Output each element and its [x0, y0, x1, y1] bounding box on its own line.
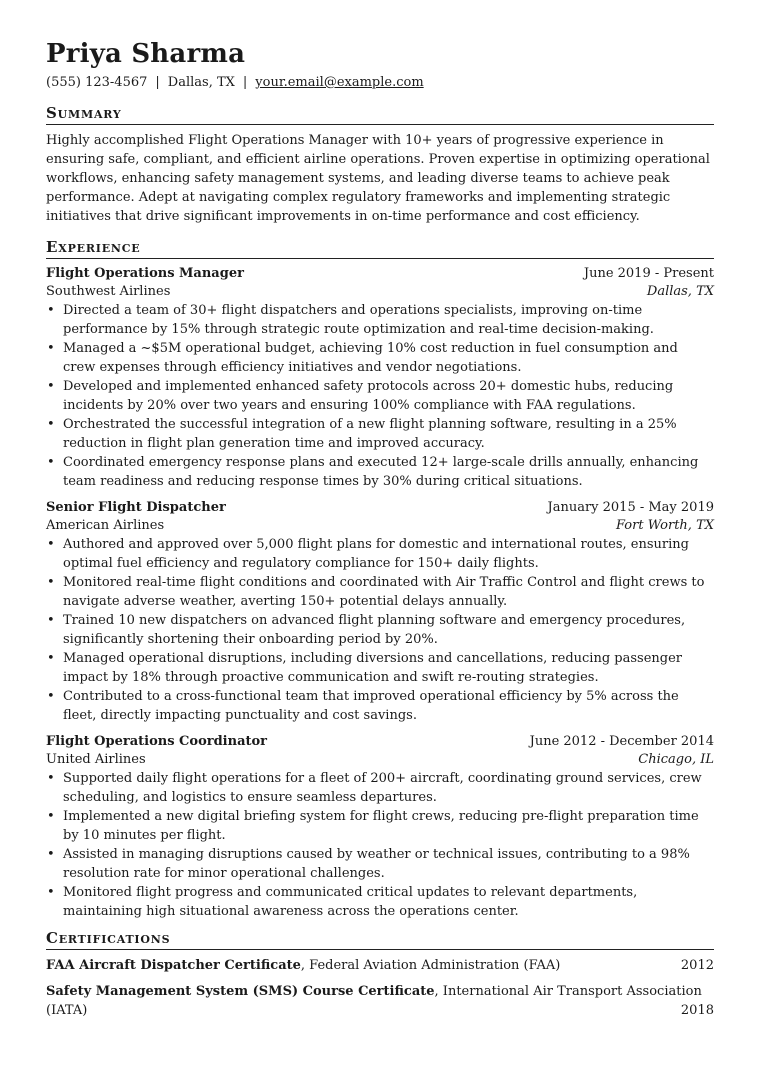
bullet-text: Implemented a new digital briefing system for flight crews, reducing pre-flight preparation time by 10 minutes per flight.: [63, 809, 699, 843]
certification-text: [46, 956, 560, 975]
bullet-text: Coordinated emergency response plans and executed 12+ large-scale drills annually, enhancing team readiness and reducing response times by 30% during critical situations.: [63, 455, 699, 489]
certification-name: FAA Aircraft Dispatcher Certificate: [46, 958, 301, 973]
certification-issuer-continued: (IATA): [46, 1003, 88, 1018]
job-header-row: [46, 265, 714, 283]
job-bullet: [47, 535, 714, 573]
bullet-icon: •: [47, 809, 55, 824]
bullet-icon: •: [47, 537, 55, 552]
job-title: Senior Flight Dispatcher: [46, 500, 226, 515]
job-title: Flight Operations Manager: [46, 266, 244, 281]
bullet-icon: •: [47, 885, 55, 900]
job-company-row: [46, 283, 714, 301]
job-company-row: [46, 751, 714, 769]
job-dates: June 2012 - December 2014: [529, 734, 714, 749]
job-bullet: [47, 649, 714, 687]
job-bullet: [47, 339, 714, 377]
job-header-row: [46, 499, 714, 517]
bullet-icon: •: [47, 575, 55, 590]
contact-line: [46, 74, 714, 92]
job-bullet-list: [46, 301, 714, 491]
certification-line: [46, 1001, 714, 1020]
bullet-icon: •: [47, 771, 55, 786]
bullet-text: Developed and implemented enhanced safety protocols across 20+ domestic hubs, reducing incidents by 20% over two years and ensuring 100% compliance with FAA regulations.: [63, 379, 674, 413]
job-bullet: [47, 573, 714, 611]
bullet-icon: •: [47, 417, 55, 432]
email-link[interactable]: your.email@example.com: [255, 75, 424, 90]
job-entry: [46, 733, 714, 921]
job-bullet: [47, 377, 714, 415]
summary-heading: Summary: [46, 104, 714, 125]
contact-separator: |: [242, 75, 248, 90]
bullet-text: Monitored flight progress and communicated critical updates to relevant departments, maintaining high situational awareness across the operations center.: [63, 885, 638, 919]
certifications-heading: Certifications: [46, 929, 714, 950]
job-location: Dallas, TX: [646, 284, 714, 299]
certification-year: 2018: [680, 1003, 714, 1018]
experience-heading: Experience: [46, 238, 714, 259]
certification-name: Safety Management System (SMS) Course Certificate: [46, 984, 435, 999]
contact-separator: |: [155, 75, 160, 90]
bullet-text: Authored and approved over 5,000 flight plans for domestic and international routes, ensuring optimal fuel efficiency and regulatory compliance for 150+ daily flights.: [63, 537, 689, 571]
bullet-text: Directed a team of 30+ flight dispatchers and operations specialists, improving on-time performance by 15% through strategic route optimization and real-time decision-making.: [63, 303, 654, 337]
company-name: American Airlines: [46, 518, 165, 533]
company-name: Southwest Airlines: [46, 284, 171, 299]
bullet-text: Orchestrated the successful integration of a new flight planning software, resulting in a 25% reduction in flight plan generation time and improved accuracy.: [63, 417, 677, 451]
job-bullet: [47, 845, 714, 883]
certification-issuer: , Federal Aviation Administration (FAA): [300, 958, 561, 973]
certification-line: [46, 982, 714, 1001]
certification-entry: [46, 982, 714, 1020]
bullet-icon: •: [47, 379, 55, 394]
bullet-text: Trained 10 new dispatchers on advanced flight planning software and emergency procedures, significantly shortening their onboarding period by 20%.: [63, 613, 686, 647]
job-location: Fort Worth, TX: [615, 518, 714, 533]
job-location: Chicago, IL: [638, 752, 714, 767]
job-entry: [46, 265, 714, 491]
job-bullet: [47, 883, 714, 921]
job-bullet: [47, 453, 714, 491]
bullet-text: Managed a ~$5M operational budget, achieving 10% cost reduction in fuel consumption and crew expenses through efficiency initiatives and vendor negotiations.: [63, 341, 678, 375]
job-company-row: [46, 517, 714, 535]
certification-issuer: , International Air Transport Association: [434, 984, 702, 999]
certification-entry: [46, 956, 714, 975]
job-title: Flight Operations Coordinator: [46, 734, 268, 749]
company-name: United Airlines: [46, 752, 146, 767]
phone-number: (555) 123-4567: [46, 75, 148, 90]
job-bullet: [47, 415, 714, 453]
bullet-icon: •: [47, 303, 55, 318]
job-dates: June 2019 - Present: [583, 266, 714, 281]
bullet-text: Monitored real-time flight conditions and coordinated with Air Traffic Control and flight crews to navigate adverse weather, averting 150+ potential delays annually.: [63, 575, 705, 609]
job-bullet: [47, 687, 714, 725]
bullet-text: Supported daily flight operations for a fleet of 200+ aircraft, coordinating ground services, crew scheduling, and logistics to ensure seamless departures.: [63, 771, 702, 805]
bullet-icon: •: [47, 455, 55, 470]
job-bullet: [47, 611, 714, 649]
bullet-icon: •: [47, 689, 55, 704]
job-bullet: [47, 769, 714, 807]
bullet-text: Contributed to a cross-functional team that improved operational efficiency by 5% across the fleet, directly impacting punctuality and cost savings.: [63, 689, 679, 723]
job-entry: [46, 499, 714, 725]
bullet-icon: •: [47, 651, 55, 666]
bullet-text: Managed operational disruptions, including diversions and cancellations, reducing passenger impact by 18% through proactive communication and swift re-routing strategies.: [63, 651, 682, 685]
experience-list: [46, 265, 714, 921]
bullet-icon: •: [47, 613, 55, 628]
job-bullet: [47, 301, 714, 339]
job-dates: January 2015 - May 2019: [547, 500, 714, 515]
summary-text: Highly accomplished Flight Operations Manager with 10+ years of progressive experience in ensuring safe, compliant, and efficient airline operations. Proven expertise in optimizing operational workflows, enhancing safety management systems, and leading diverse teams to achieve peak performance. Adept at navigating complex regulatory frameworks and implementing strategic initiatives that drive significant improvements in on-time performance and cost efficiency.: [46, 133, 710, 224]
job-bullet-list: [46, 535, 714, 725]
certification-line: [46, 956, 714, 975]
certifications-list: [46, 956, 714, 1020]
job-bullet: [47, 807, 714, 845]
contact-location: Dallas, TX: [167, 75, 235, 90]
candidate-name: Priya Sharma: [46, 39, 246, 69]
job-header-row: [46, 733, 714, 751]
bullet-icon: •: [47, 341, 55, 356]
certification-year: 2012: [680, 958, 714, 973]
job-bullet-list: [46, 769, 714, 921]
bullet-text: Assisted in managing disruptions caused by weather or technical issues, contributing to a 98% resolution rate for minor operational challenges.: [63, 847, 690, 881]
bullet-icon: •: [47, 847, 55, 862]
